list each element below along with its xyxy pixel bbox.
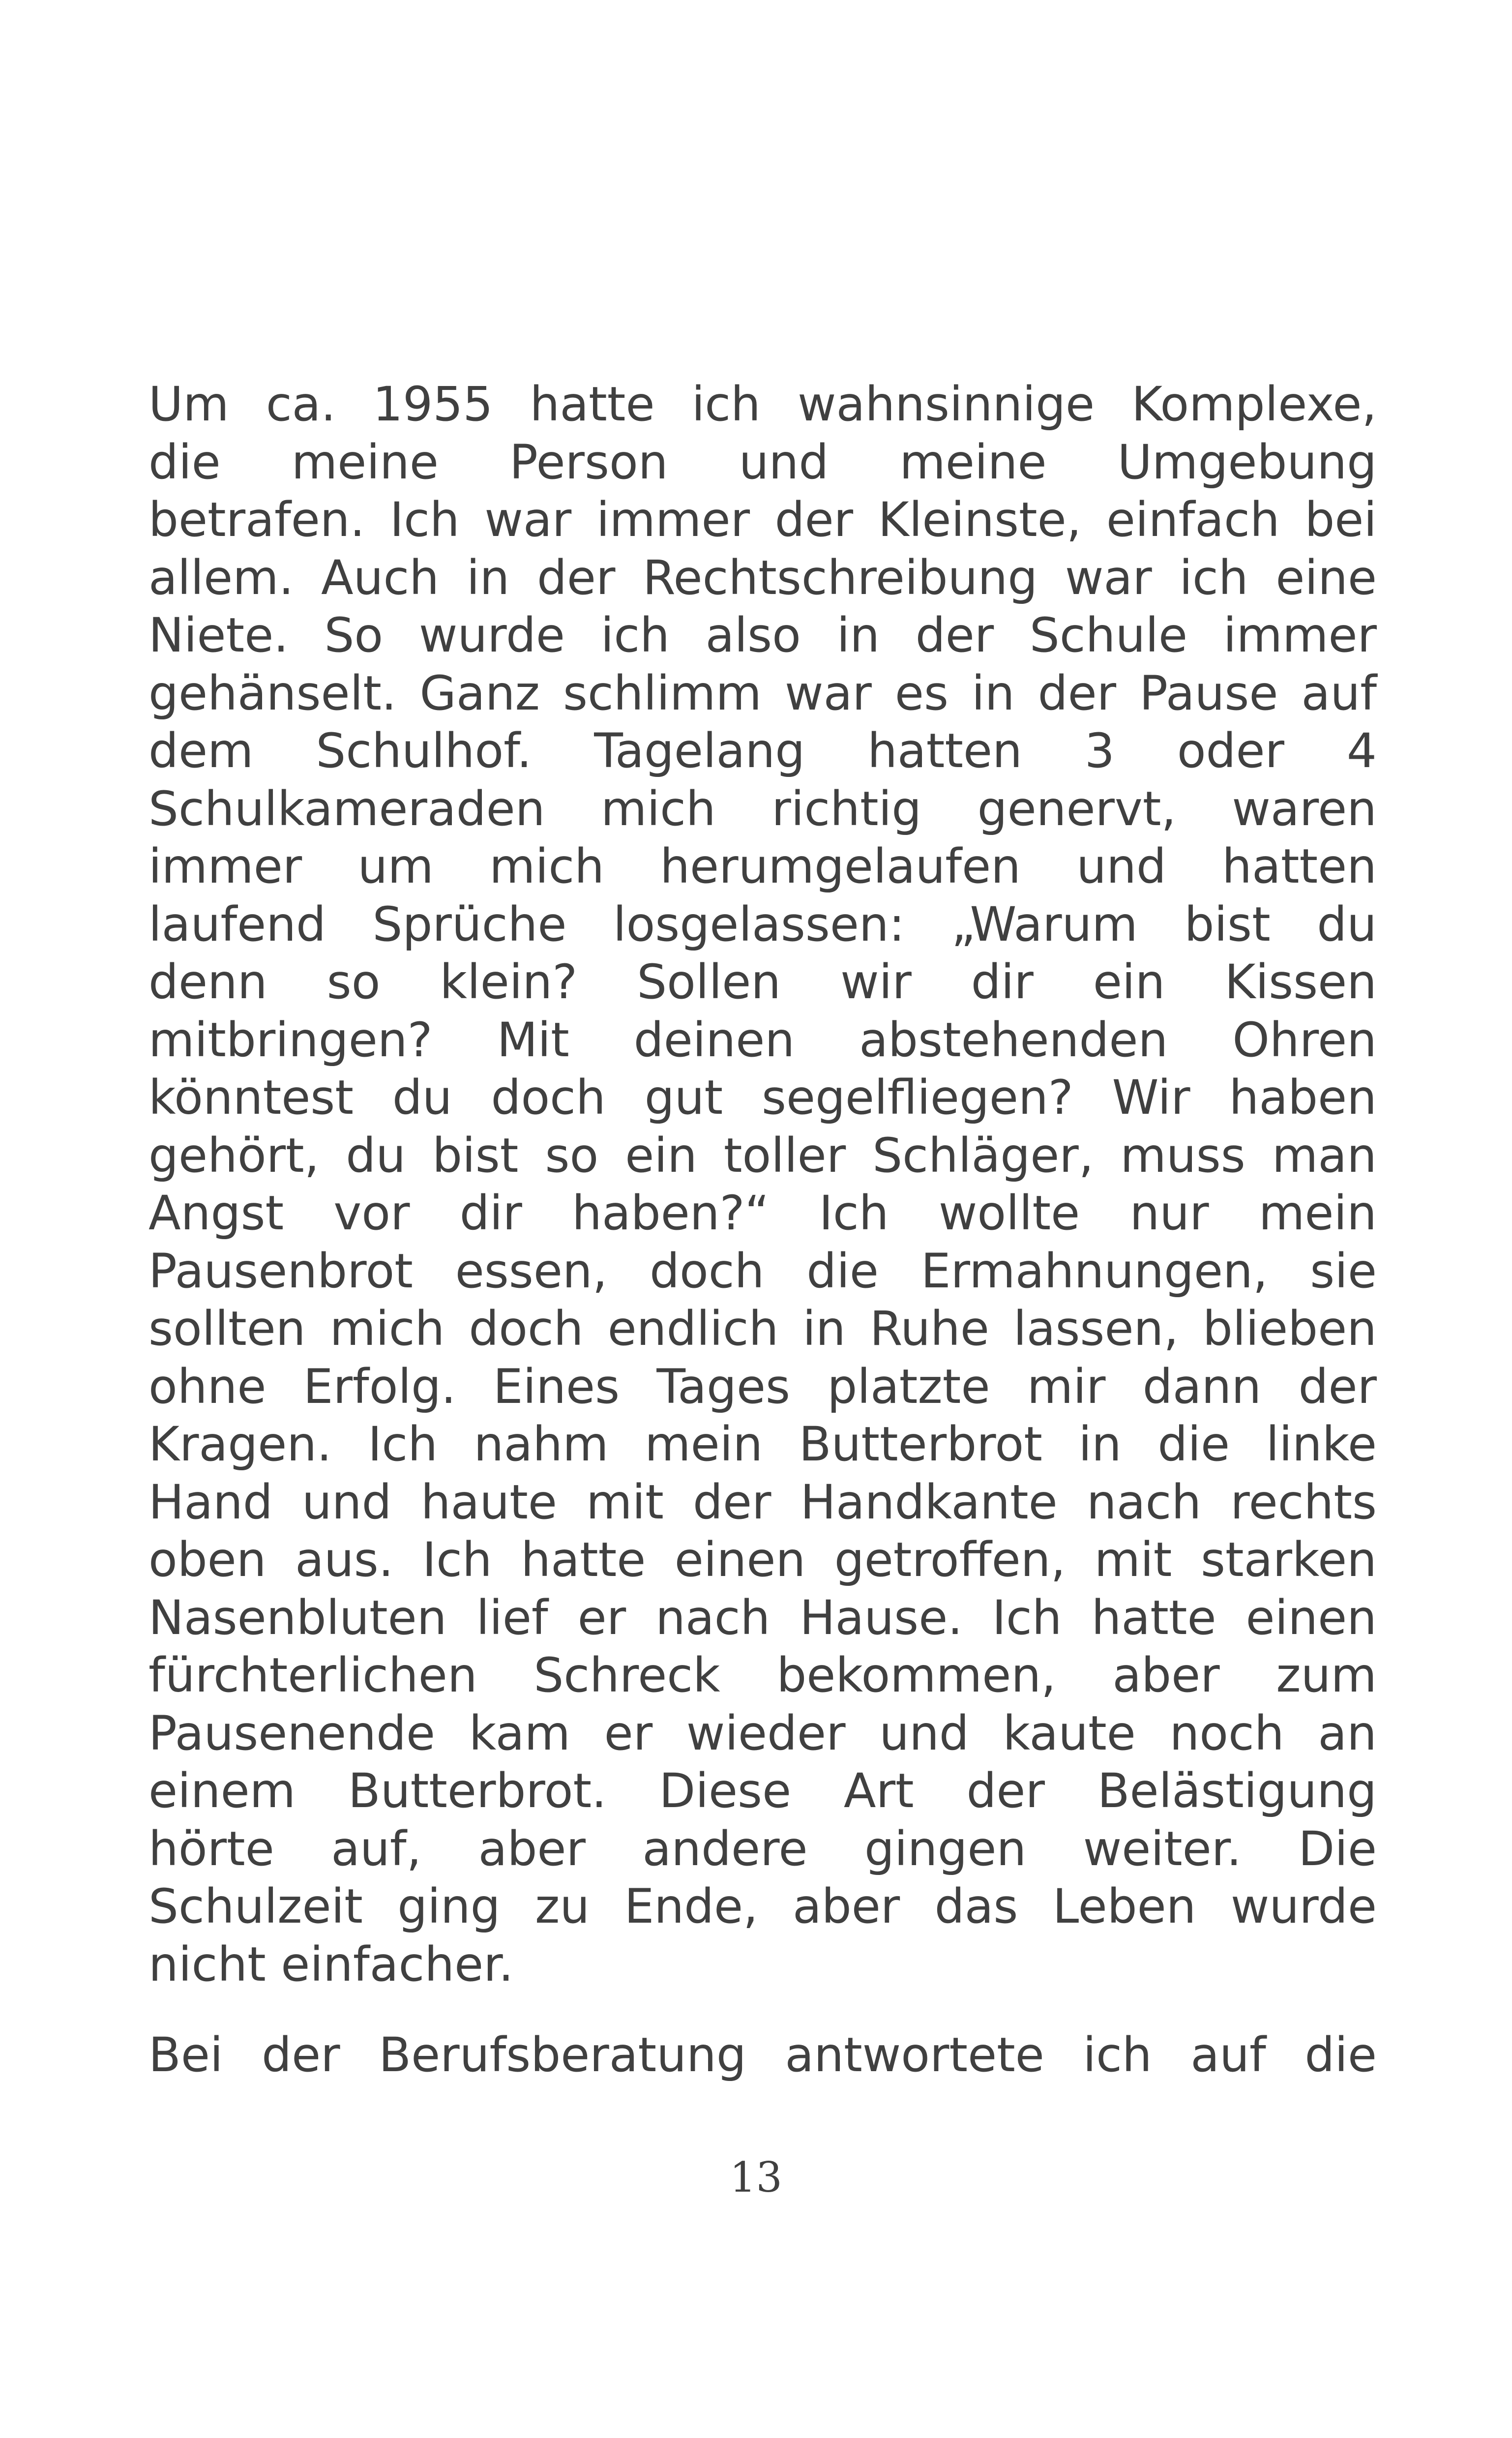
text-line: denn so klein? Sollen wir dir ein Kissen [148,954,1377,1010]
text-line: nicht einfacher. [148,1936,514,1992]
text-line: dem Schulhof. Tagelang hatten 3 oder 4 [148,723,1377,778]
text-line: laufend Sprüche losgelassen: „Warum bist du [148,896,1377,952]
text-line: Nasenbluten lief er nach Hause. Ich hatte einen [148,1590,1377,1645]
text-line: hörte auf, aber andere gingen weiter. Die [148,1821,1377,1876]
text-line: Schulkameraden mich richtig genervt, waren [148,781,1377,836]
text-line: fürchterlichen Schreck bekommen, aber zum [148,1648,1377,1703]
text-line: Bei der Berufsberatung antwortete ich auf die [148,2027,1377,2082]
text-line: gehänselt. Ganz schlimm war es in der Pause auf [148,665,1377,721]
text-line: Hand und haute mit der Handkante nach rechts [148,1474,1377,1530]
text-line: betrafen. Ich war immer der Kleinste, einfach bei [148,492,1377,547]
paragraph-1 [148,376,1377,1993]
text-line: mitbringen? Mit deinen abstehenden Ohren [148,1012,1377,1068]
text-line: Angst vor dir haben?“ Ich wollte nur mein [148,1186,1377,1241]
text-line: immer um mich herumgelaufen und hatten [148,839,1377,894]
text-line: Pausenbrot essen, doch die Ermahnungen, sie [148,1243,1377,1299]
page-number: 13 [730,2153,782,2201]
text-line: die meine Person und meine Umgebung [148,434,1377,490]
text-line: gehört, du bist so ein toller Schläger, muss man [148,1128,1377,1183]
text-line: einem Butterbrot. Diese Art der Belästigung [148,1763,1377,1818]
text-line: Pausenende kam er wieder und kaute noch an [148,1705,1377,1761]
text-line: oben aus. Ich hatte einen getroffen, mit starken [148,1532,1377,1587]
text-line: Schulzeit ging zu Ende, aber das Leben wurde [148,1879,1377,1934]
text-line: sollten mich doch endlich in Ruhe lassen, blieben [148,1301,1377,1356]
text-line: Niete. So wurde ich also in der Schule immer [148,608,1377,663]
text-line: könntest du doch gut segelfliegen? Wir haben [148,1070,1377,1125]
text-line: ohne Erfolg. Eines Tages platzte mir dann der [148,1359,1377,1414]
text-line: Kragen. Ich nahm mein Butterbrot in die linke [148,1417,1377,1472]
text-line: allem. Auch in der Rechtschreibung war ich eine [148,550,1377,605]
text-line: Um ca. 1955 hatte ich wahnsinnige Komplexe, [148,377,1377,432]
paragraph-2 [148,2026,1377,2084]
